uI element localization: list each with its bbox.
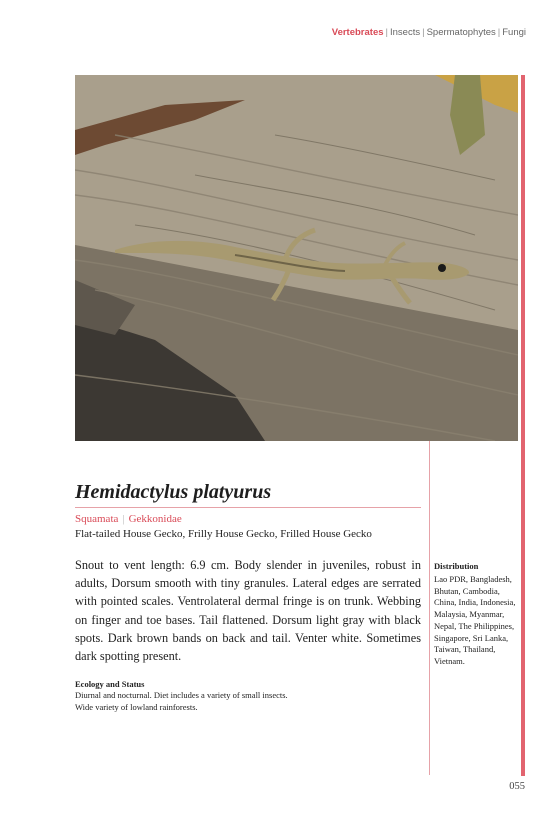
title-rule [75,507,421,508]
ecology-heading: Ecology and Status [75,679,145,689]
category-nav [332,27,526,38]
species-description: Snout to vent length: 6.9 cm. Body slender in juveniles, robust in adults, Dorsum smooth with tiny granules. Lateral edges are serrated with pointed scales. Ventrolateral dermal fringe is on trunk. Webbing on finger and toe bases. Tail flattened. Dorsum light gray with black spots. Dark brown bands on back and tail. Venter white. Sometimes dark spotting present. [75,558,421,664]
nav-separator: | [385,27,388,38]
nav-separator: | [497,27,501,38]
nav-separator: | [422,27,425,38]
taxonomy [75,513,182,525]
accent-bar [521,75,525,776]
common-names: Flat-tailed House Gecko, Frilly House Gecko, Frilled House Gecko [75,528,372,540]
ecology-line: Wide variety of lowland rainforests. [75,701,198,712]
column-divider [429,441,430,775]
species-photo [75,75,518,441]
ecology-text [75,690,420,713]
ecology-line: Diurnal and nocturnal. Diet includes a variety of small insects. [75,690,288,700]
nav-item-spermatophytes[interactable]: Spermatophytes [426,27,496,38]
species-title: Hemidactylus platyurus [75,481,272,503]
taxon-family: Gekkonidae [128,513,182,525]
distribution-text: Lao PDR, Bangladesh, Bhutan, Cambodia, China, India, Indonesia, Malaysia, Myanmar, Nepal, The Philippines, Singapore, Sri Lanka, Taiwan, Thailand, Vietnam. [434,574,516,666]
nav-item-vertebrates[interactable]: Vertebrates [331,27,384,38]
taxon-separator: | [122,513,125,525]
nav-item-fungi[interactable]: Fungi [502,27,526,38]
nav-item-insects[interactable]: Insects [390,27,421,38]
distribution-heading: Distribution [434,561,479,571]
page-number: 055 [509,781,525,792]
taxon-order: Squamata [75,513,119,525]
